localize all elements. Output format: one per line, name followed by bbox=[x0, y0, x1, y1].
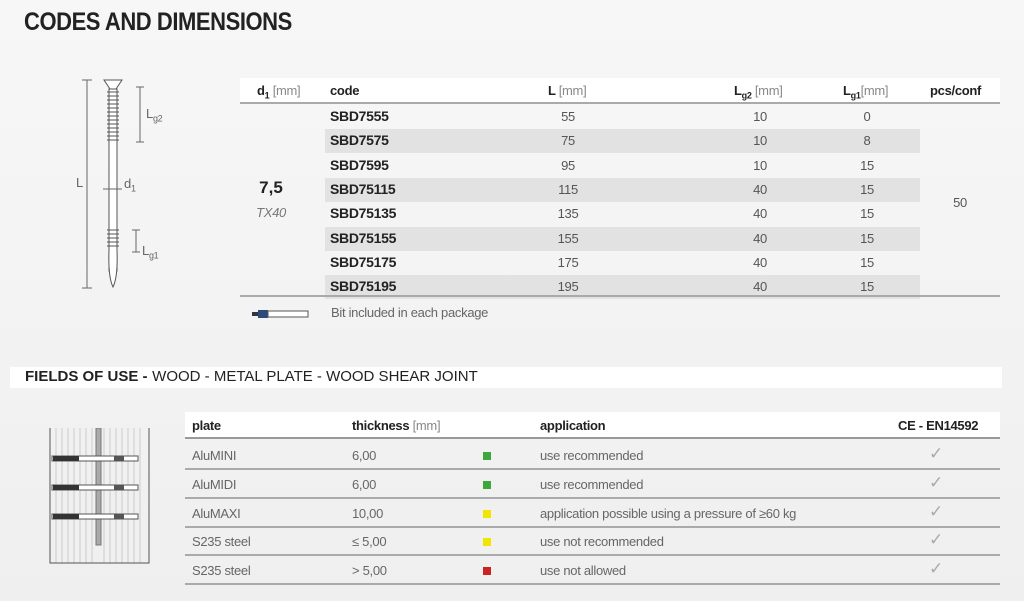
thickness-cell: ≤ 5,00 bbox=[352, 534, 387, 550]
Lg1-cell: 15 bbox=[860, 279, 874, 295]
thickness-cell: 10,00 bbox=[352, 505, 384, 521]
table-row bbox=[185, 470, 1000, 499]
bit-note: Bit included in each package bbox=[331, 305, 489, 320]
L-cell: 55 bbox=[561, 109, 575, 124]
title-rest: WOOD - METAL PLATE - WOOD SHEAR JOINT bbox=[148, 368, 478, 385]
table-row bbox=[185, 527, 1000, 556]
drive-value: TX40 bbox=[256, 205, 286, 220]
status-square-icon bbox=[483, 452, 491, 460]
status-square-icon bbox=[483, 567, 491, 575]
header-code: code bbox=[330, 83, 360, 98]
title-bold: FIELDS OF USE - bbox=[25, 368, 148, 385]
plate-cell: AluMAXI bbox=[192, 505, 241, 521]
header-ce: CE - EN14592 bbox=[898, 418, 979, 433]
status-square-icon bbox=[483, 538, 491, 546]
header-Lg1: $L_{g1}[mm]$ bbox=[843, 83, 889, 101]
divider bbox=[240, 295, 1000, 297]
Lg1-cell: 15 bbox=[860, 181, 874, 197]
L-cell: 115 bbox=[558, 181, 578, 197]
Lg1-cell: 15 bbox=[860, 230, 874, 246]
Lg2-cell: 10 bbox=[753, 157, 767, 173]
bit-icon bbox=[252, 309, 310, 319]
fields-table-header bbox=[185, 412, 1000, 439]
header-pcs: pcs/conf bbox=[930, 83, 982, 98]
table-row bbox=[325, 251, 920, 275]
L-cell: 75 bbox=[561, 133, 575, 149]
plate-cell: AluMIDI bbox=[192, 476, 237, 492]
Lg2-cell: 40 bbox=[753, 279, 767, 295]
header-thickness: thickness [mm] bbox=[352, 418, 441, 433]
Lg2-cell: 10 bbox=[753, 109, 767, 124]
Lg1-cell: 15 bbox=[860, 206, 874, 222]
plate-cell: S235 steel bbox=[192, 563, 251, 579]
code-cell: SBD7555 bbox=[330, 108, 389, 124]
header-L: L [mm] bbox=[548, 83, 587, 98]
table-row bbox=[185, 556, 1000, 585]
check-icon: ✓ bbox=[929, 559, 944, 579]
label-d1: $d_1$ bbox=[124, 176, 136, 194]
code-cell: SBD75155 bbox=[330, 229, 397, 246]
Lg2-cell: 40 bbox=[753, 254, 767, 270]
check-icon: ✓ bbox=[929, 530, 944, 550]
table-row bbox=[325, 154, 920, 178]
header-d1: $d_1$ [mm] bbox=[257, 83, 301, 101]
Lg1-cell: 0 bbox=[863, 109, 871, 124]
table-row bbox=[325, 105, 920, 129]
Lg2-cell: 40 bbox=[753, 206, 767, 222]
code-cell: SBD7595 bbox=[330, 156, 389, 173]
code-cell: SBD75135 bbox=[330, 205, 397, 222]
application-cell: use recommended bbox=[540, 476, 644, 492]
d1-value: 7,5 bbox=[259, 178, 283, 197]
header-plate: plate bbox=[192, 418, 221, 433]
L-cell: 195 bbox=[557, 279, 579, 295]
Lg1-cell: 15 bbox=[860, 254, 874, 270]
plate-cell: AluMINI bbox=[192, 448, 237, 463]
code-cell: SBD7575 bbox=[330, 132, 389, 149]
status-square-icon bbox=[483, 481, 491, 489]
table-row bbox=[185, 499, 1000, 528]
label-Lg2: $L_{g2}$ bbox=[146, 106, 163, 124]
table-row bbox=[325, 178, 920, 202]
plate-cell: S235 steel bbox=[192, 534, 251, 550]
table-row bbox=[185, 441, 1000, 470]
page-title: CODES AND DIMENSIONS bbox=[24, 8, 292, 36]
thickness-cell: 6,00 bbox=[352, 476, 377, 492]
label-L: L bbox=[76, 175, 83, 190]
application-cell: use not recommended bbox=[540, 534, 664, 550]
L-cell: 95 bbox=[561, 157, 575, 173]
code-cell: SBD75175 bbox=[330, 253, 397, 270]
table-row bbox=[325, 129, 920, 153]
thickness-cell: 6,00 bbox=[352, 448, 377, 463]
check-icon: ✓ bbox=[929, 501, 944, 521]
label-Lg1: $L_{g1}$ bbox=[142, 243, 159, 261]
Lg2-cell: 40 bbox=[753, 230, 767, 246]
application-cell: use recommended bbox=[540, 448, 644, 463]
status-square-icon bbox=[483, 510, 491, 518]
Lg1-cell: 15 bbox=[860, 157, 874, 173]
application-cell: use not allowed bbox=[540, 563, 626, 579]
thickness-cell: > 5,00 bbox=[352, 563, 387, 579]
code-cell: SBD75115 bbox=[330, 180, 396, 197]
codes-table-header bbox=[240, 78, 1000, 104]
header-application: application bbox=[540, 418, 606, 433]
L-cell: 155 bbox=[557, 230, 579, 246]
check-icon: ✓ bbox=[929, 444, 944, 463]
pcs-value: 50 bbox=[953, 195, 967, 210]
table-row bbox=[325, 202, 920, 226]
header-Lg2: $L_{g2}$ [mm] bbox=[734, 83, 783, 101]
Lg1-cell: 8 bbox=[863, 133, 871, 149]
check-icon: ✓ bbox=[929, 472, 944, 492]
L-cell: 135 bbox=[557, 206, 579, 222]
application-cell: application possible using a pressure of ≥60 kg bbox=[540, 505, 797, 521]
code-cell: SBD75195 bbox=[330, 278, 397, 295]
Lg2-cell: 10 bbox=[753, 133, 767, 149]
joint-diagram bbox=[48, 428, 152, 568]
Lg2-cell: 40 bbox=[753, 181, 767, 197]
fields-of-use-title bbox=[10, 367, 1002, 388]
L-cell: 175 bbox=[557, 254, 579, 270]
table-row bbox=[325, 227, 920, 251]
